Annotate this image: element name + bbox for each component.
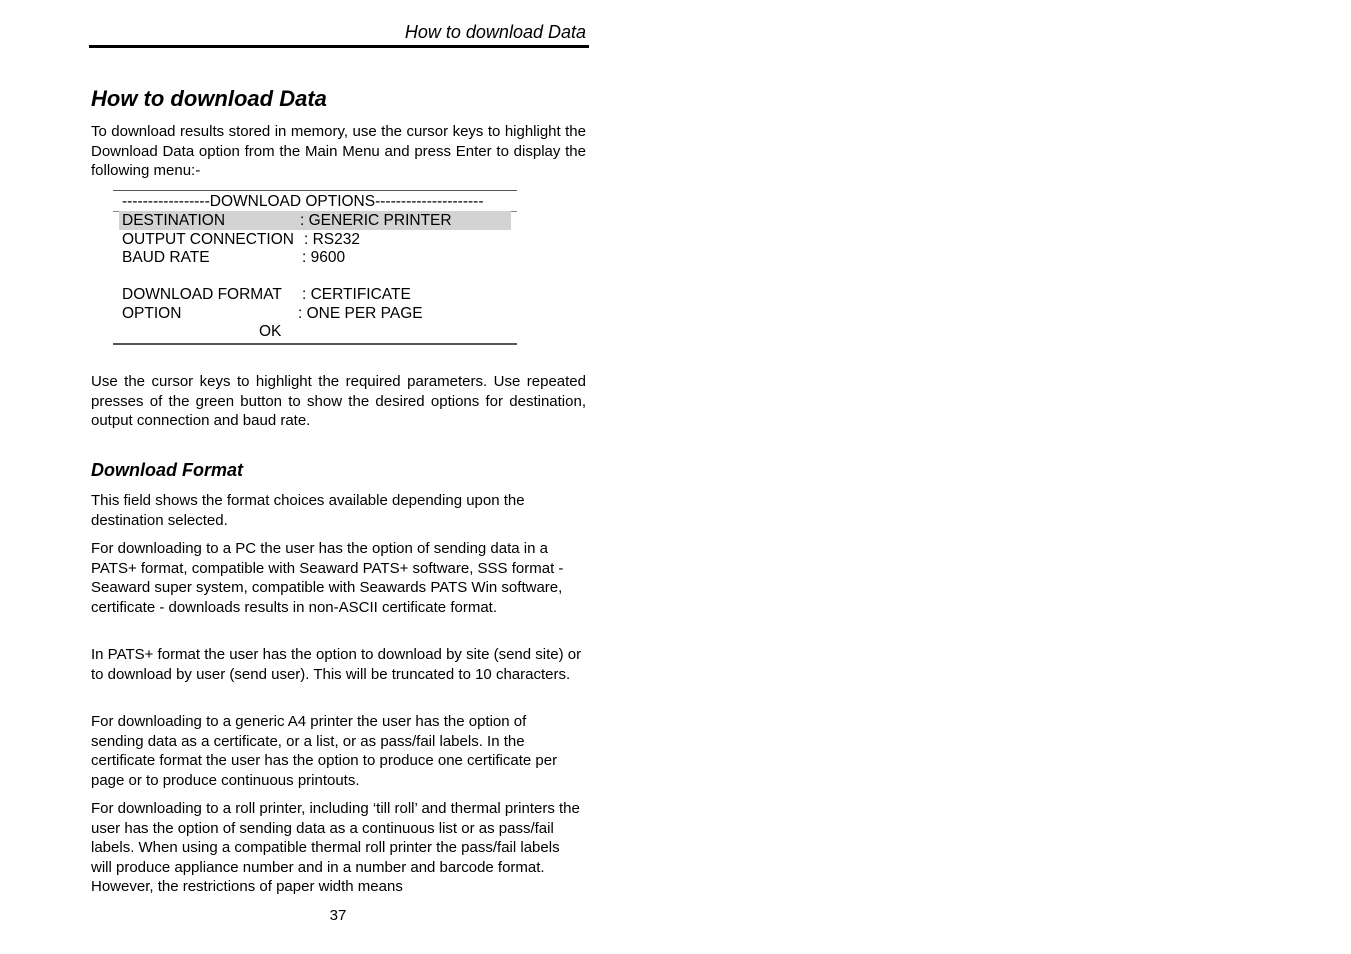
- page-number: 37: [329, 907, 347, 924]
- running-header-title: How to download Data: [404, 22, 586, 42]
- menu-title-line: -----------------DOWNLOAD OPTIONS---------------------: [122, 193, 484, 210]
- section-title: How to download Data: [91, 86, 327, 111]
- menu-row-output-connection-value[interactable]: : RS232: [304, 231, 361, 248]
- header-rule: [89, 45, 589, 48]
- menu-row-destination-label[interactable]: DESTINATION: [122, 212, 226, 229]
- intro-paragraph: To download results stored in memory, use the cursor keys to highlight the Download Data option from the Main Menu and press Enter to display the following menu:-: [91, 123, 586, 179]
- menu-row-destination-value[interactable]: : GENERIC PRINTER: [300, 212, 452, 229]
- menu-row-baud-rate-label[interactable]: BAUD RATE: [122, 249, 210, 266]
- download-format-paragraph-4: For downloading to a generic A4 printer the user has the option of sending data as a certificate, or a list, or as pass/fail labels. In the certificate format the user has the option to produce one certificate per page or to produce continuous printouts.: [91, 713, 558, 789]
- menu-row-download-format-value[interactable]: : CERTIFICATE: [302, 286, 411, 303]
- download-format-paragraph-1: This field shows the format choices available depending upon the destination selected.: [91, 492, 525, 529]
- menu-row-option-value[interactable]: : ONE PER PAGE: [298, 305, 423, 322]
- download-format-paragraph-5: For downloading to a roll printer, including ‘till roll’ and thermal printers the user has the option of sending data as a continuous list or as pass/fail labels. When using a compatible thermal roll printer the pass/fail labels will produce appliance number and in a number and barcode format. However, the restrictions of paper width means: [91, 800, 580, 895]
- menu-row-output-connection-label[interactable]: OUTPUT CONNECTION: [122, 231, 294, 248]
- menu-row-download-format-label[interactable]: DOWNLOAD FORMAT: [122, 286, 282, 303]
- after-menu-paragraph: Use the cursor keys to highlight the required parameters. Use repeated presses of the green button to show the desired options for destination, output connection and baud rate.: [91, 373, 586, 429]
- download-format-heading: Download Format: [91, 460, 243, 480]
- menu-row-option-label[interactable]: OPTION: [122, 305, 182, 322]
- menu-ok-button[interactable]: OK: [259, 323, 282, 340]
- download-format-paragraph-3: In PATS+ format the user has the option to download by site (send site) or to download by user (send user). This will be truncated to 10 characters.: [91, 646, 582, 683]
- download-format-paragraph-2: For downloading to a PC the user has the option of sending data in a PATS+ format, compatible with Seaward PATS+ software, SSS format - Seaward super system, compatible with Seawards PATS Win software, certificate - downloads results in non-ASCII certificate format.: [91, 540, 564, 616]
- menu-row-baud-rate-value[interactable]: : 9600: [302, 249, 346, 266]
- download-options-menu: [113, 190, 517, 345]
